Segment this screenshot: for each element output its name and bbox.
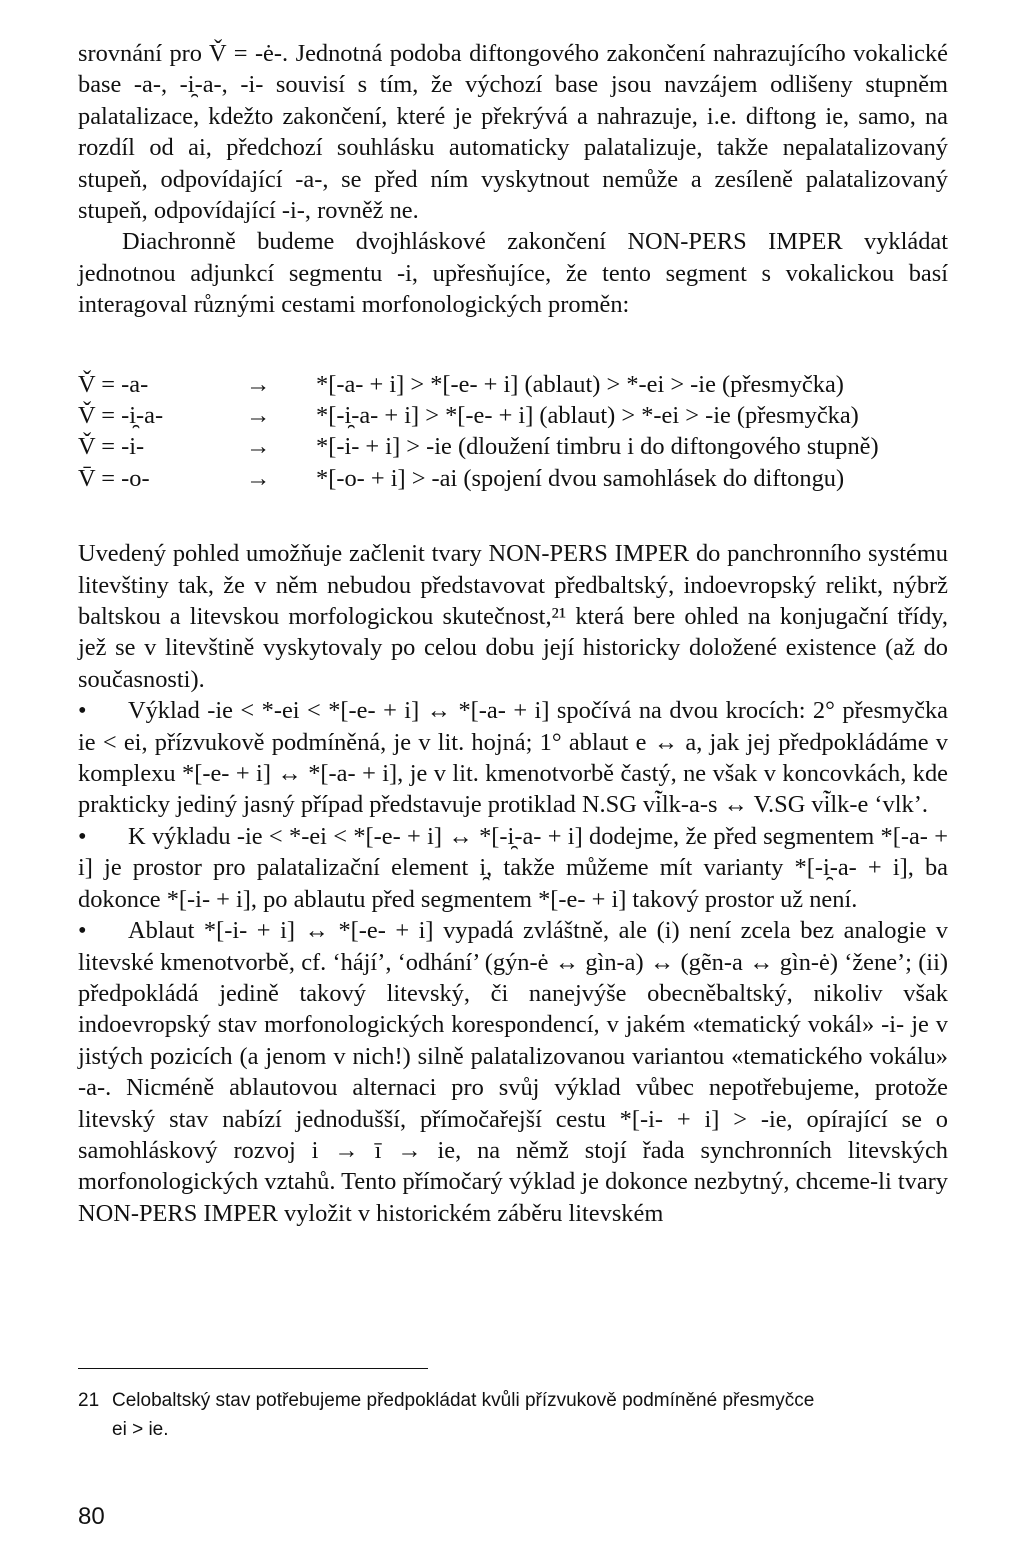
bullet-icon: • (78, 822, 87, 850)
bullet-item (78, 821, 948, 915)
page-number: 80 (78, 1503, 105, 1530)
bullet-text: Ablaut *[-i- + i] ↔ *[-e- + i] vypadá zvláštně, ale (i) není zcela bez analogie v litevské kmenotvorbě, cf. ‘hájí’, ‘odhání’ (gýn-ė ↔ gìn-a) ↔ (gẽn-a ↔ gìn-ė) ‘žene’; (ii) předpokládá jedině takový litevský, či nanejvýše obecněbaltský, nikoliv však indoevropský stav morfonologických korespondencí, v jakém «tematický vokál» -i- je v jistých pozicích (a jenom v nich!) silně palatalizovanou variantou «tematického vokálu» -a-. Nicméně ablautovou alternaci pro svůj výklad vůbec nepotřebujeme, protože litevský stav nabízí jednodušší, přímočařejší cestu *[-i- + i] > -ie, opírající se o samohláskový rozvoj i → ī → ie, na němž stojí řada synchronních litevských morfonologických vztahů. Tento přímočarý výklad je dokonce nezbytný, chceme-li tvary NON-PERS IMPER vyložit v historickém záběru litevském (78, 917, 948, 1227)
footnote (78, 1386, 948, 1444)
bullet-item (78, 915, 948, 1229)
bullet-text: Výklad -ie < *-ei < *[-e- + i] ↔ *[-a- + i] spočívá na dvou krocích: 2° přesmyčka ie < ei, přízvukově podmíněná, je v lit. hojná; 1° ablaut e ↔ a, jak jej předpokládáme v komplexu *[-e- + i] ↔ *[-a- + i], je v lit. kmenotvorbě častý, ne však v koncovkách, kde prakticky jediný jasný případ představuje protiklad N.SG vi̇̃lk-a-s ↔ V.SG vi̇̃lk-e ‘vlk’. (78, 697, 948, 819)
right-arrow-icon: → (246, 402, 271, 430)
footnote-divider (78, 1368, 428, 1369)
derivation-row (78, 400, 948, 431)
derivation-row (78, 369, 948, 400)
paragraph-3: Uvedený pohled umožňuje začlenit tvary NON-PERS IMPER do panchronního systému litevštiny tak, že v něm nebudou představovat předbaltský, indoevropský relikt, nýbrž baltskou a litevskou morfologickou skutečnost,²¹ která bere ohled na konjugační třídy, jež se v litevštině vyskytovaly po celou dobu její historicky doložené existence (až do současnosti). (78, 540, 948, 693)
derivation-result: *[-i- + i] > -ie (dloužení timbru i do diftongového stupně) (316, 433, 879, 461)
paragraph-2: Diachronně budeme dvojhláskové zakončení NON-PERS IMPER vykládat jednotnou adjunkcí segmentu -i, upřesňujíce, že tento segment s vokalickou basí interagoval různými cestami morfonologických proměn: (78, 228, 948, 319)
footnote-text: Celobaltský stav potřebujeme předpokládat kvůli přízvukově podmíněné přesmyčce (112, 1390, 815, 1411)
derivation-list (78, 369, 948, 495)
derivation-row (78, 463, 948, 494)
bullet-item (78, 695, 948, 821)
derivation-row (78, 431, 948, 462)
footnote-number: 21 (78, 1390, 100, 1411)
derivation-base: V̌ = -i- (78, 433, 145, 461)
derivation-base: V̌ = -a- (78, 370, 149, 398)
paragraph-1: srovnání pro V̌ = -ė-. Jednotná podoba diftongového zakončení nahrazujícího vokalické base -a-, -i̯-a-, -i- souvisí s tím, že výchozí base jsou navzájem odlišeny stupněm palatalizace, kdežto zakončení, které je překrývá a nahrazuje, i.e. diftong ie, samo, na rozdíl od ai, předchozí souhlásku automaticky palatalizuje, takže nepalatalizovaný stupeň, odpovídající -a-, se před ním vyskytnout nemůže a zesíleně palatalizovaný stupeň, odpovídající -i-, rovněž ne. (78, 40, 948, 225)
derivation-result: *[-o- + i] > -ai (spojení dvou samohlásek do diftongu) (316, 464, 845, 492)
right-arrow-icon: → (246, 370, 271, 398)
body-text (78, 38, 948, 1229)
right-arrow-icon: → (246, 464, 271, 492)
derivation-base: V̄ = -o- (78, 464, 150, 492)
right-arrow-icon: → (246, 433, 271, 461)
bullet-icon: • (78, 917, 87, 945)
footnote-continuation: ei > ie. (112, 1419, 169, 1440)
footnote-line (78, 1386, 948, 1415)
derivation-result: *[-a- + i] > *[-e- + i] (ablaut) > *-ei > -ie (přesmyčka) (316, 370, 844, 398)
bullet-text: K výkladu -ie < *-ei < *[-e- + i] ↔ *[-i̯-a- + i] dodejme, že před segmentem *[-a- + i] je prostor pro palatalizační element i̯, takže můžeme mít varianty *[-i̯-a- + i], ba dokonce *[-i- + i], po ablautu před segmentem *[-e- + i] takový prostor už není. (78, 822, 948, 913)
bullet-icon: • (78, 697, 87, 725)
derivation-base: V̌ = -i̯-a- (78, 402, 164, 430)
derivation-result: *[-i̯-a- + i] > *[-e- + i] (ablaut) > *-ei > -ie (přesmyčka) (316, 402, 859, 430)
